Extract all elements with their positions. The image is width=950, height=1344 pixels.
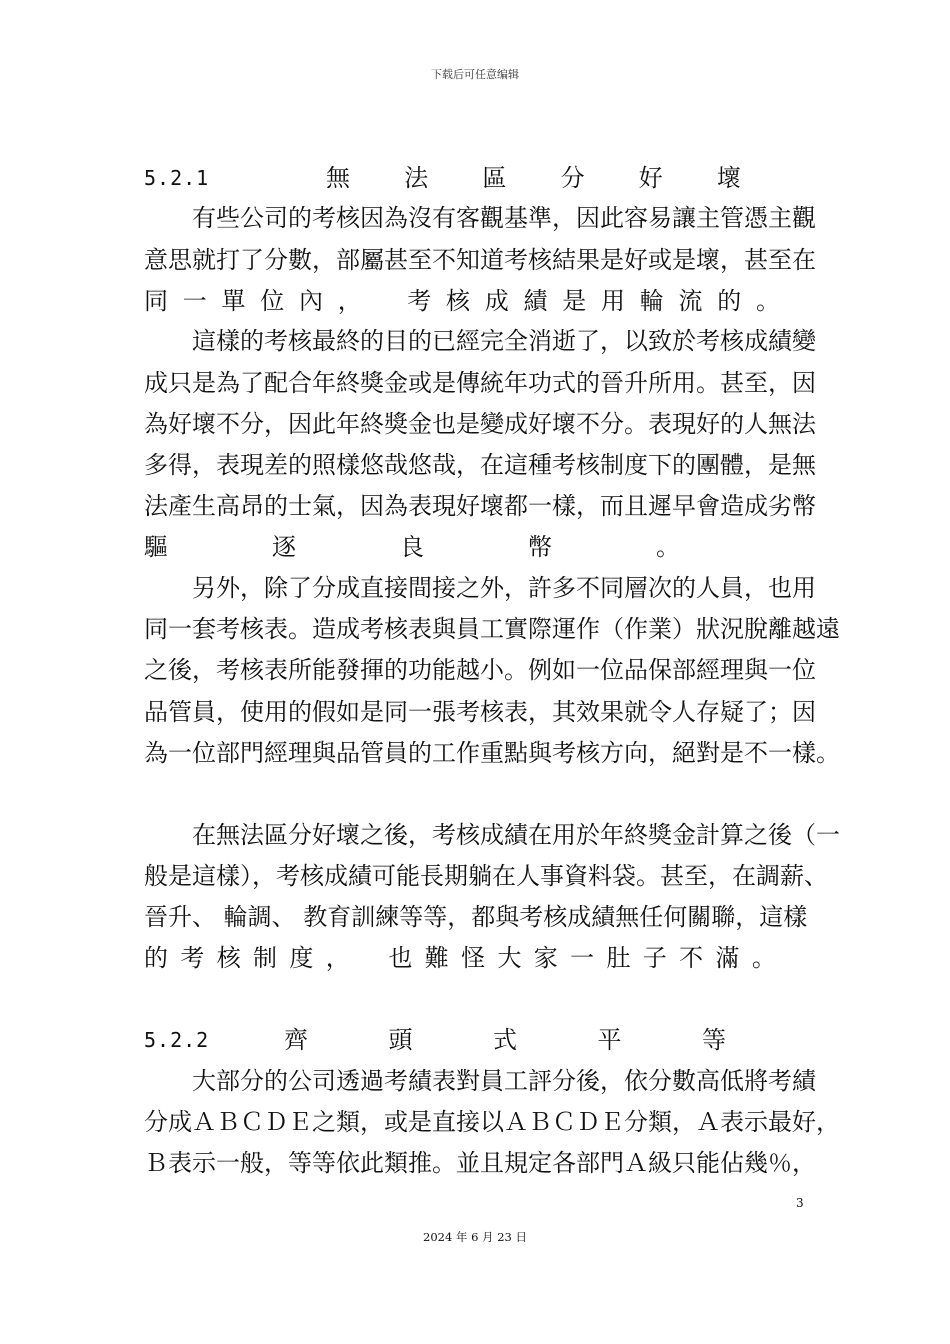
char: 考 <box>180 944 205 972</box>
paragraph-line: 大部分的公司透過考績表對員工評分後，依分數高低將考績 <box>144 1067 816 1095</box>
char: 流 <box>678 287 703 315</box>
paragraph-line: 同一套考核表。造成考核表與員工實際運作（作業）狀況脫離越遠 <box>144 615 840 643</box>
char: 績 <box>523 287 548 315</box>
gap <box>377 286 393 316</box>
char: ， <box>325 944 350 972</box>
title-char: 區 <box>482 164 507 192</box>
char: 是 <box>562 287 587 315</box>
char: 核 <box>446 287 470 315</box>
char: 單 <box>221 287 246 315</box>
paragraph-line: 另外，除了分成直接間接之外，許多不同層次的人員，也用 <box>144 574 816 602</box>
title-char: 齊 <box>284 1026 308 1054</box>
paragraph-line: 晉升、 輪調、 教育訓練等等，都與考核成績無任何關聯，這樣 <box>144 903 808 931</box>
section-title <box>284 1025 726 1055</box>
paragraph-line: 法產生高昂的士氣，因為表現好壞都一樣，而且遲早會造成劣幣 <box>144 492 816 520</box>
title-char: 壞 <box>716 164 741 192</box>
char: 大 <box>497 944 522 972</box>
char: 的 <box>717 287 742 315</box>
title-char: 頭 <box>388 1026 413 1054</box>
paragraph-line: 意思就打了分數，部屬甚至不知道考核結果是好或是壞，甚至在 <box>144 246 816 274</box>
char: 難 <box>424 944 449 972</box>
section-number: 5.2.2 <box>144 1028 210 1052</box>
char: 不 <box>679 944 704 972</box>
spaced-line <box>144 286 780 316</box>
char: 驅 <box>144 533 168 561</box>
paragraph-line: 成只是為了配合年終獎金或是傳統年功式的晉升所用。甚至，因 <box>144 369 816 397</box>
page-header: 下载后可任意编辑 <box>431 68 519 81</box>
char: 成 <box>484 287 509 315</box>
gap <box>362 943 376 973</box>
char: 度 <box>289 944 314 972</box>
title-char: 好 <box>638 164 663 192</box>
char: 內 <box>299 287 323 315</box>
paragraph-line: Ｂ表示一般，等等依此類推。並且規定各部門Ａ級只能佔幾％， <box>144 1149 816 1177</box>
char: 。 <box>751 944 776 972</box>
char: 家 <box>533 944 558 972</box>
title-char: 分 <box>560 164 585 192</box>
paragraph-line: 為一位部門經理與品管員的工作重點與考核方向，絕對是不一樣。 <box>144 739 840 767</box>
section-heading-5-2-2 <box>144 1025 819 1055</box>
spaced-line <box>144 943 776 973</box>
char: 逐 <box>272 533 296 561</box>
char: 核 <box>216 944 241 972</box>
char: 怪 <box>461 944 486 972</box>
char: 子 <box>642 944 667 972</box>
char: 一 <box>182 287 207 315</box>
char: 良 <box>400 533 424 561</box>
char: 肚 <box>606 944 631 972</box>
paragraph-line: 在無法區分好壞之後，考核成績在用於年終獎金計算之後（一 <box>144 821 840 849</box>
char: 幣 <box>528 533 552 561</box>
title-char: 無 <box>326 164 350 192</box>
paragraph-line: 這樣的考核最終的目的已經完全消逝了，以致於考核成績變 <box>144 327 816 355</box>
char: 。 <box>756 287 780 315</box>
title-char: 等 <box>702 1026 726 1054</box>
char: 考 <box>407 287 432 315</box>
char: 輪 <box>639 287 664 315</box>
footer-date: 2024 年 6 月 23 日 <box>423 1230 527 1244</box>
section-heading-5-2-1 <box>144 163 819 193</box>
paragraph-line: 之後，考核表所能發揮的功能越小。例如一位品保部經理與一位 <box>144 656 816 684</box>
char: 滿 <box>715 944 740 972</box>
char: 一 <box>570 944 595 972</box>
spaced-line <box>144 532 680 562</box>
char: 用 <box>601 287 625 315</box>
char: 的 <box>144 944 168 972</box>
char: 同 <box>144 287 168 315</box>
paragraph-line: 般是這樣），考核成績可能長期躺在人事資料袋。甚至，在調薪、 <box>144 862 828 890</box>
char: 。 <box>656 533 680 561</box>
paragraph-line: 有些公司的考核因為沒有客觀基準，因此容易讓主管憑主觀 <box>144 204 816 232</box>
paragraph-line: 分成ＡＢＣＤＥ之類，或是直接以ＡＢＣＤＥ分類，Ａ表示最好， <box>144 1108 840 1136</box>
title-char: 式 <box>493 1026 517 1054</box>
paragraph-line: 為好壞不分，因此年終獎金也是變成好壞不分。表現好的人無法 <box>144 410 816 438</box>
paragraph-line: 品管員，使用的假如是同一張考核表，其效果就令人存疑了；因 <box>144 698 816 726</box>
char: ， <box>337 287 362 315</box>
section-number: 5.2.1 <box>144 166 210 190</box>
title-char: 法 <box>404 164 429 192</box>
paragraph-line: 多得，表現差的照樣悠哉悠哉，在這種考核制度下的團體，是無 <box>144 451 816 479</box>
page-number: 3 <box>796 1196 804 1210</box>
char: 制 <box>253 944 278 972</box>
char: 也 <box>388 944 413 972</box>
section-title <box>326 163 741 193</box>
title-char: 平 <box>597 1026 622 1054</box>
char: 位 <box>260 287 285 315</box>
